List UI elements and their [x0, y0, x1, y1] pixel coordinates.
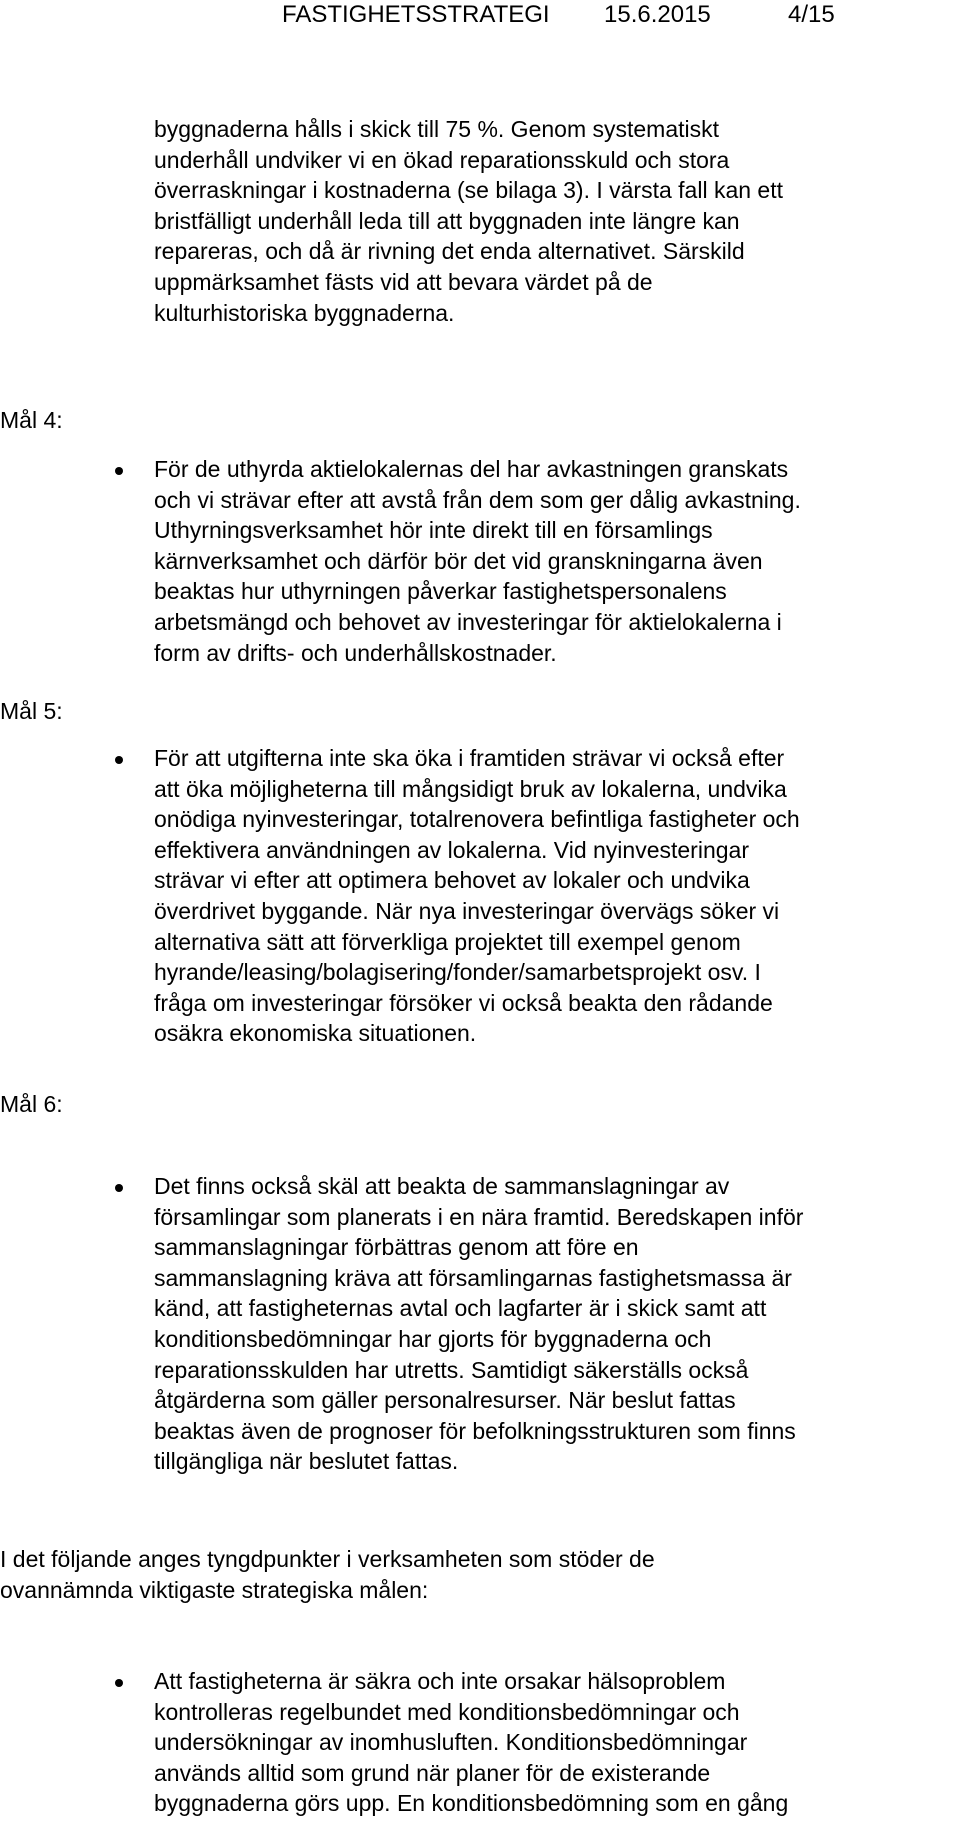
goal-5-text	[154, 743, 934, 1049]
text-line: alternativa sätt att förverkliga projektet till exempel genom	[154, 928, 741, 955]
text-line: repareras, och då är rivning det enda alternativet. Särskild	[154, 238, 745, 265]
bullet-icon	[115, 1184, 123, 1192]
text-line: kontrolleras regelbundet med konditionsbedömningar och	[154, 1698, 740, 1725]
text-line: undersökningar av inomhusluften. Konditionsbedömningar	[154, 1729, 748, 1756]
text-line: fråga om investeringar försöker vi också beakta den rådande	[154, 989, 773, 1016]
text-line: bristfälligt underhåll leda till att byggnaden inte längre kan	[154, 207, 740, 234]
document-date: 15.6.2015	[604, 1, 711, 28]
text-line: För att utgifterna inte ska öka i framtiden strävar vi också efter	[154, 745, 785, 771]
text-line: onödiga nyinvesteringar, totalrenovera befintliga fastigheter och	[154, 806, 800, 833]
text-line: I det följande anges tyngdpunkter i verksamheten som stöder de	[0, 1546, 655, 1572]
text-line: beaktas även de prognoser för befolkningsstrukturen som finns	[154, 1417, 796, 1444]
text-line: byggnaderna hålls i skick till 75 %. Genom systematiskt	[154, 116, 720, 142]
text-line: beaktas hur uthyrningen påverkar fastighetspersonalens	[154, 578, 727, 605]
bullet-icon	[115, 467, 123, 475]
text-line: sammanslagningar förbättras genom att före en	[154, 1234, 639, 1261]
text-line: För de uthyrda aktielokalernas del har avkastningen granskats	[154, 456, 789, 482]
goal-label-6: Mål 6:	[0, 1091, 63, 1117]
text-line: att öka möjligheterna till mångsidigt bruk av lokalerna, undvika	[154, 775, 787, 802]
text-line: Uthyrningsverksamhet hör inte direkt till en församlings	[154, 517, 713, 544]
text-line: används alltid som grund när planer för de existerande	[154, 1759, 711, 1786]
text-line: Att fastigheterna är säkra och inte orsakar hälsoproblem	[154, 1668, 726, 1694]
text-line: form av drifts- och underhållskostnader.	[154, 639, 557, 666]
text-line: överraskningar i kostnaderna (se bilaga 3). I värsta fall kan ett	[154, 177, 783, 204]
page-number: 4/15	[788, 1, 835, 28]
text-line: effektivera användningen av lokalerna. Vid nyinvesteringar	[154, 836, 749, 863]
text-line: uppmärksamhet fästs vid att bevara värdet på de	[154, 268, 653, 295]
text-line: Det finns också skäl att beakta de sammanslagningar av	[154, 1173, 730, 1199]
goal-label-4: Mål 4:	[0, 407, 63, 433]
goal-4-text	[154, 454, 934, 668]
intro-paragraph	[154, 114, 934, 328]
text-line: sammanslagning kräva att församlingarnas fastighetsmassa är	[154, 1264, 792, 1291]
text-line: strävar vi efter att optimera behovet av lokaler och undvika	[154, 867, 750, 894]
text-line: kärnverksamhet och därför bör det vid granskningarna även	[154, 547, 763, 574]
text-line: konditionsbedömningar har gjorts för byggnaderna och	[154, 1325, 712, 1352]
text-line: församlingar som planerats i en nära framtid. Beredskapen inför	[154, 1203, 804, 1230]
text-line: underhåll undviker vi en ökad reparationsskuld och stora	[154, 146, 730, 173]
bullet-icon	[115, 756, 123, 764]
text-line: och vi strävar efter att avstå från dem som ger dålig avkastning.	[154, 486, 801, 513]
summary-paragraph	[0, 1544, 940, 1605]
focus-point-text	[154, 1666, 934, 1819]
text-line: åtgärderna som gäller personalresurser. När beslut fattas	[154, 1387, 736, 1414]
goal-6-text	[154, 1171, 934, 1477]
goal-label-5: Mål 5:	[0, 698, 63, 724]
bullet-icon	[115, 1679, 123, 1687]
text-line: arbetsmängd och behovet av investeringar för aktielokalerna i	[154, 608, 782, 635]
text-line: osäkra ekonomiska situationen.	[154, 1020, 477, 1047]
text-line: kulturhistoriska byggnaderna.	[154, 299, 455, 326]
text-line: byggnaderna görs upp. En konditionsbedömning som en gång	[154, 1790, 789, 1817]
text-line: hyrande/leasing/bolagisering/fonder/samarbetsprojekt osv. I	[154, 959, 761, 986]
document-title: FASTIGHETSSTRATEGI	[282, 1, 550, 28]
text-line: ovannämnda viktigaste strategiska målen:	[0, 1576, 429, 1603]
text-line: känd, att fastigheternas avtal och lagfarter är i skick samt att	[154, 1295, 767, 1322]
text-line: reparationsskulden har utretts. Samtidigt säkerställs också	[154, 1356, 749, 1383]
text-line: överdrivet byggande. När nya investeringar övervägs söker vi	[154, 897, 780, 924]
text-line: tillgängliga när beslutet fattas.	[154, 1448, 459, 1475]
